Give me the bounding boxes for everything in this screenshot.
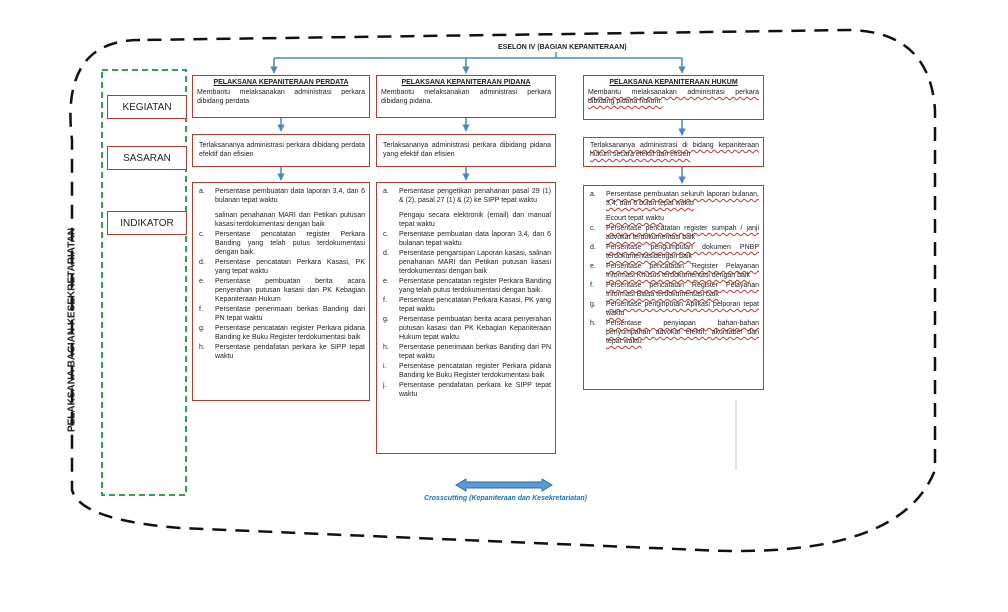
indicator-marker: i.	[383, 363, 387, 370]
indicator-text: Persentase penginputan Aplikasi pelporan tepat waktu	[606, 301, 759, 317]
indicator-item	[199, 343, 365, 361]
indicator-marker: a.	[383, 188, 389, 195]
indicator-marker: g.	[590, 301, 596, 308]
indicator-text: Persentase pembuatan data laporan 3,4, dan 6 bulanan tepat waktu	[215, 188, 365, 204]
indicator-item	[590, 190, 759, 208]
indicator-text: Persentase pencatatan register Perkara pidana Banding ke Buku Register terdokumentasi baik	[399, 363, 551, 379]
label-indikator: INDIKATOR	[107, 211, 187, 235]
crosscutting-label: Crosscutting (Kepaniteraan dan Kesekretariatan)	[424, 495, 587, 502]
indicator-item	[383, 211, 551, 229]
pidana-description: Membantu melaksanakan administrasi perkara dibidang pidana.	[381, 89, 551, 105]
indicator-text: Persentase pencatatan Perkara Kasasi, PK yang tepat waktu	[399, 297, 551, 313]
indicator-text: Persentase pembuatan data laporan 3,4, dan 6 bulanan tepat waktu	[399, 231, 551, 247]
indicator-item	[383, 343, 551, 361]
indicator-text: Persentase pengarsipan Laporan kasasi, salinan penahanan MARI dan Petikan putusan kasasi terdokumentasi dengan baik	[399, 250, 551, 275]
indicator-item	[590, 319, 759, 346]
indicator-text: Persentase pembuatan berita acara penyerahan putusan kasasi dan PK Kebagian Kepaniteraan Hukum	[215, 278, 365, 303]
indicator-text: Persentase pencatatan Perkara Kasasi, PK yang tepat waktu	[215, 259, 365, 275]
indicator-item	[383, 362, 551, 380]
indicator-item	[383, 249, 551, 276]
pidana-indicator-list	[377, 183, 555, 404]
indicator-item	[199, 187, 365, 205]
indicator-marker: c.	[590, 225, 596, 232]
indicator-marker: e.	[199, 278, 205, 285]
indicator-text: Persentase penyiapan bahan-bahan penyumpahan advokat efektif, akuntabel dan tepat waktu	[606, 320, 759, 345]
indicator-marker: h.	[199, 344, 205, 351]
indicator-text: Pengaju secara elektronik (email) dan manual tepat waktu	[399, 212, 551, 228]
hukum-heading: PELAKSANA KEPANITERAAN HUKUM	[609, 79, 738, 86]
indicator-marker: d.	[199, 259, 205, 266]
perdata-target-box	[192, 134, 370, 167]
pidana-activity-box	[376, 75, 556, 118]
indicator-text: Persentase pencatatan register Perkara pidana Banding ke Buku Register terdokumentasi baik	[215, 325, 365, 341]
indicator-text: Persentase pendafatan perkara ke SIPP tepat waktu	[215, 344, 365, 360]
pidana-heading: PELAKSANA KEPANITERAAN PIDANA	[401, 79, 531, 86]
green-dashed-border	[102, 70, 186, 495]
indicator-item	[383, 381, 551, 399]
indicator-item	[590, 243, 759, 261]
perdata-indicator-box	[192, 182, 370, 401]
indicator-text: Persentase pencatatan register Perkara Banding yang telah putus terdokumentasi dengan baik.	[399, 278, 551, 294]
hukum-activity-box	[583, 75, 764, 120]
perdata-description: Membantu melaksanakan administrasi perkara dibidang perdata	[197, 89, 365, 105]
hukum-description: Membantu melaksanakan administrasi perkara dibidang pidana hukum.	[588, 89, 759, 105]
hukum-target-box	[583, 137, 764, 167]
indicator-text: Persentase pencatatan register sumpah / janji advokat terdokumentasi baik	[606, 225, 759, 241]
indicator-item	[199, 305, 365, 323]
indicator-marker: f.	[383, 297, 387, 304]
indicator-marker: e.	[590, 263, 596, 270]
perdata-activity-box	[192, 75, 370, 118]
indicator-text: Persentase pencatatan register Perkara Banding yang telah putus terdokumentasi dengan baik.	[215, 231, 365, 256]
indicator-item	[383, 230, 551, 248]
indicator-text: Persentase penerimaan berkas Banding dari PN tepat waktu	[399, 344, 551, 360]
hukum-indicator-list	[584, 186, 763, 351]
indicator-item	[199, 211, 365, 229]
indicator-text: Persentase pencatatan Register Pelayanan Informasi Biasa terdokumentasi baik	[606, 282, 759, 298]
indicator-text: Persentase pendafatan perkara ke SIPP tepat waktu	[399, 382, 551, 398]
indicator-item	[590, 281, 759, 299]
indicator-marker: a.	[590, 191, 596, 198]
label-kegiatan: KEGIATAN	[107, 95, 187, 119]
hukum-target-text: Terlaksananya administrasi di bidang kepaniteraan hukum secara efektif dan efisien	[590, 142, 759, 158]
indicator-text: Persentase pembuatan berita acara penyerahan putusan kasasi dan PK Kebagian Kepaniteraan Hukum tepat waktu	[399, 316, 551, 341]
indicator-text: salinan penahanan MARI dan Petikan putusan kasasi terdokumentasi dengan baik	[215, 212, 365, 228]
indicator-text: Persentase pengetikan penahanan pasal 29 (1) & (2), pasal 27 (1) & (2) ke SIPP tepat waktu	[399, 188, 551, 204]
indicator-item	[383, 296, 551, 314]
pidana-target-text: Terlaksananya administrasi perkara dibidang pidana yang efektif dan efisien	[383, 142, 551, 158]
indicator-item	[383, 187, 551, 205]
indicator-item	[590, 300, 759, 318]
pidana-target-box	[376, 134, 556, 167]
indicator-text: Persentase pencatatan Register Pelayanan Informasi Khusus terdokumentasi dengan baik	[606, 263, 759, 279]
indicator-marker: e.	[383, 278, 389, 285]
indicator-marker: h.	[590, 320, 596, 327]
indicator-text: Persentase penerimaan berkas Banding dari PN tepat waktu	[215, 306, 365, 322]
indicator-marker: g.	[199, 325, 205, 332]
label-sasaran: SASARAN	[107, 146, 187, 170]
indicator-item	[199, 324, 365, 342]
perdata-target-text: Terlaksananya administrasi perkara dibidang perdata efektif dan efisien	[199, 142, 365, 158]
hukum-indicator-box	[583, 185, 764, 390]
eselon-title: ESELON IV (BAGIAN KEPANITERAAN)	[498, 44, 627, 51]
indicator-marker: h.	[383, 344, 389, 351]
indicator-marker: j.	[383, 382, 387, 389]
indicator-marker: c.	[199, 231, 205, 238]
indicator-item	[199, 230, 365, 257]
indicator-marker: c.	[383, 231, 389, 238]
indicator-item	[590, 262, 759, 280]
indicator-item	[383, 277, 551, 295]
indicator-marker: g.	[383, 316, 389, 323]
indicator-marker	[590, 214, 606, 223]
indicator-marker: f.	[199, 306, 203, 313]
perdata-heading: PELAKSANA KEPANITERAAN PERDATA	[213, 79, 349, 86]
perdata-indicator-list	[193, 183, 369, 366]
crosscutting-double-arrow	[456, 479, 552, 491]
indicator-marker: a.	[199, 188, 205, 195]
indicator-marker: f.	[590, 282, 594, 289]
indicator-item	[383, 315, 551, 342]
indicator-marker: d.	[383, 250, 389, 257]
indicator-text: Persentase pembuatan seluruh laporan bulanan, 3,4, dan 6 bulan tepat waktu	[606, 191, 759, 207]
indicator-marker	[383, 211, 399, 229]
indicator-item	[199, 258, 365, 276]
indicator-marker	[199, 211, 215, 229]
pidana-indicator-box	[376, 182, 556, 454]
indicator-text: Ecourt tepat waktu	[606, 215, 664, 222]
indicator-item	[590, 214, 759, 223]
indicator-item	[590, 224, 759, 242]
indicator-marker: d.	[590, 244, 596, 251]
indicator-text: Persentase pengumpulan dokumen PNBP terdokumentasidengan baik	[606, 244, 759, 260]
indicator-item	[199, 277, 365, 304]
side-vertical-label: PELAKSANA BAGIAN KESEKRETARIATAN	[66, 227, 78, 433]
